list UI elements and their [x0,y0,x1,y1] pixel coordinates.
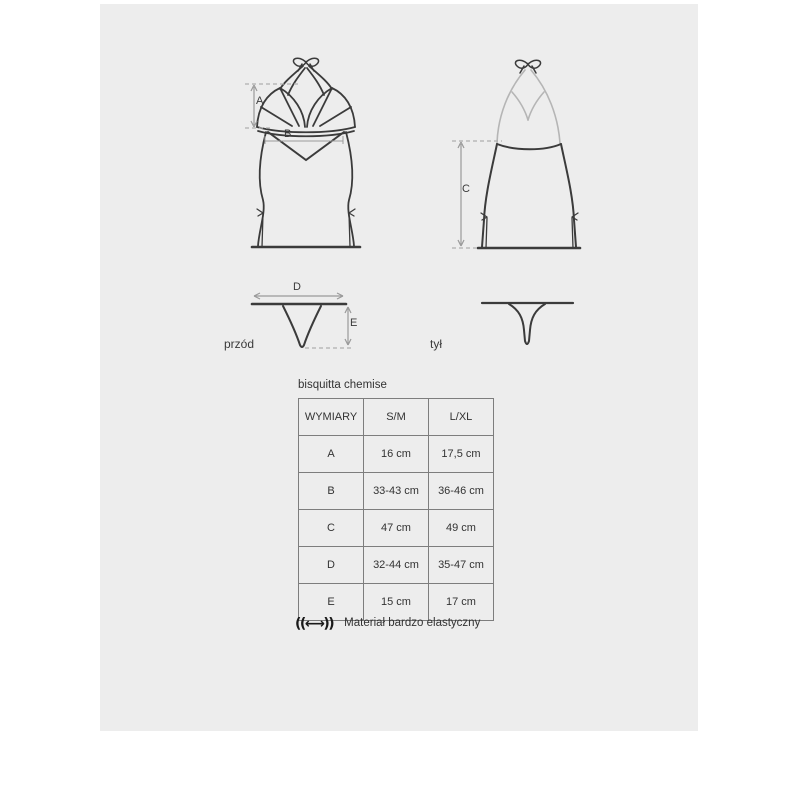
table-row [299,473,494,510]
table-row [299,510,494,547]
header-lxl: L/XL [429,399,494,436]
cell-dim: E [299,584,364,621]
bow-icon [293,58,318,71]
table-row [299,547,494,584]
thong-front-drawing [252,304,346,347]
ghost-front-lines [497,70,560,143]
dimension-a-arrow [245,84,301,128]
cell-dim: B [299,473,364,510]
dim-a-label: A [256,95,264,107]
dim-d-label: D [293,281,301,293]
cell-lxl: 49 cm [429,510,494,547]
table-header-row [299,399,494,436]
elastic-material-icon: ((⟷)) [295,616,334,632]
cell-lxl: 17,5 cm [429,436,494,473]
cell-sm: 32-44 cm [364,547,429,584]
bow-icon [515,60,540,73]
thong-back-drawing [482,303,573,344]
cell-sm: 33-43 cm [364,473,429,510]
chemise-back-drawing [478,60,580,248]
cell-lxl: 17 cm [429,584,494,621]
table-row [299,436,494,473]
dim-e-label: E [350,317,358,329]
cell-sm: 47 cm [364,510,429,547]
table-row [299,584,494,621]
thong-back-caption: tył [430,337,442,351]
size-table-title: bisquitta chemise [298,379,387,391]
cell-lxl: 36-46 cm [429,473,494,510]
thong-front-caption: przód [224,337,255,351]
dim-c-label: C [462,183,470,195]
cell-sm: 15 cm [364,584,429,621]
size-table [298,398,494,621]
dimension-d-arrow [254,293,343,299]
cell-sm: 16 cm [364,436,429,473]
cell-dim: D [299,547,364,584]
dim-b-label: B [284,128,292,140]
header-wymiary: WYMIARY [299,399,364,436]
elastic-material-text: Materiał bardzo elastyczny [344,617,481,630]
dimension-e-arrow [305,307,352,348]
cell-lxl: 35-47 cm [429,547,494,584]
cell-dim: A [299,436,364,473]
material-note [295,617,480,631]
cell-dim: C [299,510,364,547]
header-sm: S/M [364,399,429,436]
chemise-front-drawing [252,58,360,247]
